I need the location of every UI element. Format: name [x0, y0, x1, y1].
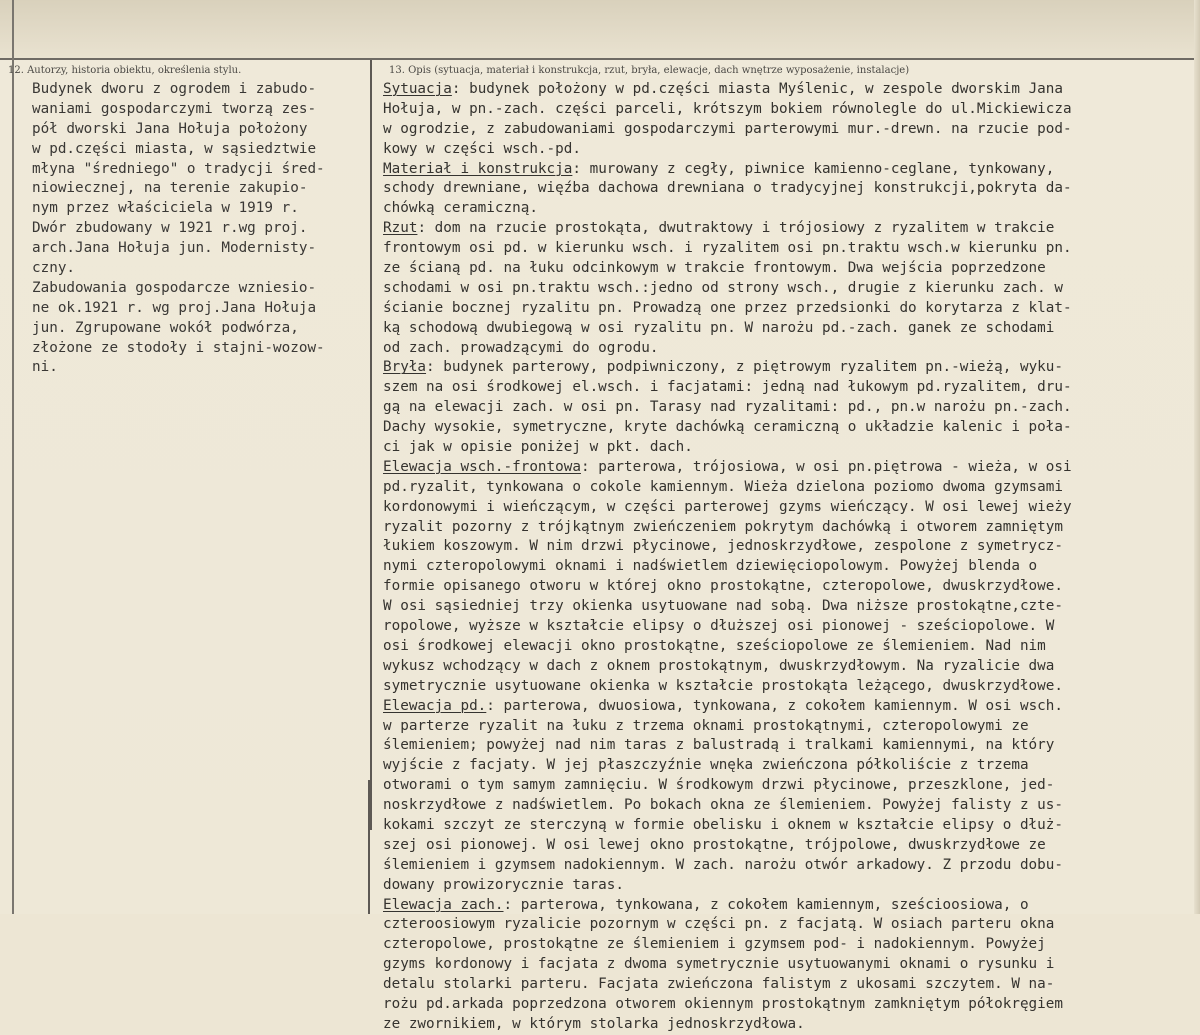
- section-13-text: [383, 80, 1195, 1035]
- line-text: osi środkowej elewacji okno prostokątne, sześciopolowe ze ślemieniem. Nad nim: [383, 637, 1046, 654]
- text-line: [383, 995, 1195, 1015]
- line-text: Dachy wysokie, symetryczne, kryte dachówką ceramiczną o układzie kalenic i poła-: [383, 419, 1072, 436]
- text-line: [383, 279, 1195, 299]
- line-text: szej osi pionowej. W osi lewej okno prostokątne, trójpolowe, dwuskrzydłowe ze: [383, 836, 1046, 853]
- text-line: [383, 935, 1195, 955]
- line-text: wyjście z facjaty. W jej płaszczyźnie wnęka zwieńczona półkoliście z trzema: [383, 757, 1029, 774]
- line-text: ryzalit pozorny z trójkątnym zwieńczeniem pokrytym dachówką i otworem zamniętym: [383, 518, 1063, 535]
- text-line: [383, 577, 1195, 597]
- line-text: ci jak w opisie poniżej w pkt. dach.: [383, 439, 693, 456]
- text-line: [383, 796, 1195, 816]
- line-text: schody drewniane, więźba dachowa drewniana o tradycyjnej konstrukcji,pokryta da-: [383, 180, 1072, 197]
- line-text: dowany prowizorycznie taras.: [383, 876, 625, 893]
- line-text: : parterowa, dwuosiowa, tynkowana, z cokołem kamiennym. W osi wsch.: [486, 697, 1063, 714]
- text-line: [383, 518, 1195, 538]
- line-text: ślemieniem; powyżej nad nim taras z balustradą i tralkami kamiennymi, na który: [383, 737, 1055, 754]
- line-text: otworami o tym samym zamnięciu. W środkowym drzwi płycinowe, przeszklone, jed-: [383, 777, 1055, 794]
- line-text: ścianie bocznej ryzalitu pn. Prowadzą one przez przedsionki do korytarza z klat-: [383, 299, 1072, 316]
- text-line: [383, 498, 1195, 518]
- text-line: [383, 378, 1195, 398]
- text-line: [383, 717, 1195, 737]
- text-line: [383, 955, 1195, 975]
- text-line: Zabudowania gospodarcze wzniesio-: [32, 279, 317, 296]
- text-line: [383, 975, 1195, 995]
- text-line: [383, 876, 1195, 896]
- line-text: ką schodową dwubiegową w osi ryzalitu pn. W narożu pd.-zach. ganek ze schodami: [383, 319, 1055, 336]
- text-line: arch.Jana Hołuja jun. Modernisty-: [32, 240, 317, 257]
- line-text: W osi sąsiedniej trzy okienka usytuowane nad sobą. Dwa niższe prostokątne,czte-: [383, 598, 1063, 615]
- line-text: Hołuja, w pn.-zach. części parceli, krótszym bokiem równolegle do ul.Mickiewicza: [383, 100, 1072, 117]
- line-text: czteropolowe, prostokątne ze ślemieniem i gzymsem pod- i nadokiennym. Powyżej: [383, 936, 1046, 953]
- line-text: w ogrodzie, z zabudowaniami gospodarczymi parterowymi mur.-drewn. na rzucie pod-: [383, 120, 1072, 137]
- text-line: ni.: [32, 359, 58, 376]
- line-text: : budynek parterowy, podpiwniczony, z piętrowym ryzalitem pn.-wieżą, wyku-: [426, 359, 1063, 376]
- line-text: noskrzydłowe z nadświetlem. Po bokach okna ze ślemieniem. Powyżej falisty z us-: [383, 797, 1063, 814]
- line-text: : murowany z cegły, piwnice kamienno-ceglane, tynkowany,: [572, 160, 1055, 177]
- text-line: [383, 677, 1195, 697]
- text-line: [383, 80, 1195, 100]
- text-line: [383, 199, 1195, 219]
- line-text: nymi czteropolowymi oknami i nadświetlem dziewięciopolowym. Powyżej blenda o: [383, 558, 1038, 575]
- line-text: gzyms kordonowy i facjata z dwoma symetrycznie usytuowanymi oknami o rysunku i: [383, 956, 1055, 973]
- text-line: [383, 836, 1195, 856]
- text-line: [383, 1015, 1195, 1035]
- text-line: [383, 776, 1195, 796]
- text-line: [383, 597, 1195, 617]
- line-text: kordonowymi i wieńczącym, w części parterowej gzyms wieńczący. W osi lewej wieży: [383, 498, 1072, 515]
- text-line: młyna "średniego" o tradycji śred-: [32, 160, 325, 177]
- subsection-heading: Rzut: [383, 220, 418, 237]
- text-line: ne ok.1921 r. wg proj.Jana Hołuja: [32, 299, 317, 316]
- text-line: waniami gospodarczymi tworzą zes-: [32, 100, 317, 117]
- text-line: [383, 537, 1195, 557]
- text-line: [383, 478, 1195, 498]
- text-line: [383, 557, 1195, 577]
- text-line: [383, 896, 1195, 916]
- subsection-heading: Elewacja zach.: [383, 896, 504, 913]
- form-left-rule: [12, 0, 14, 914]
- line-text: gą na elewacji zach. w osi pn. Tarasy nad ryzalitami: pd., pn.w narożu pn.-zach.: [383, 399, 1072, 416]
- line-text: czteroosiowym ryzalicie pozornym w części pn. z facjatą. W osiach parteru okna: [383, 916, 1055, 933]
- line-text: detalu stolarki parteru. Facjata zwieńczona falistym z ukosami szczytem. W na-: [383, 976, 1055, 993]
- form-top-rule: [0, 58, 1200, 60]
- top-margin-band: [0, 0, 1200, 58]
- text-line: [383, 458, 1195, 478]
- line-text: łukiem koszowym. W nim drzwi płycinowe, jednoskrzydłowe, zespolone z symetrycz-: [383, 538, 1063, 555]
- subsection-heading: Materiał i konstrukcja: [383, 160, 573, 177]
- text-line: [383, 438, 1195, 458]
- subsection-heading: Elewacja pd.: [383, 697, 487, 714]
- text-line: [383, 637, 1195, 657]
- text-line: [383, 259, 1195, 279]
- text-line: [383, 617, 1195, 637]
- text-line: [383, 756, 1195, 776]
- line-text: symetrycznie usytuowane okienka w kształcie prostokąta leżącego, dwuskrzydłowe.: [383, 677, 1063, 694]
- line-text: ślemieniem i gzymsem nadokiennym. W zach. narożu otwór arkadowy. Z przodu dobu-: [383, 856, 1063, 873]
- text-line: [383, 219, 1195, 239]
- line-text: ze ścianą pd. na łuku odcinkowym w trakcie frontowym. Dwa wejścia poprzedzone: [383, 260, 1046, 277]
- line-text: wykusz wchodzący w dach z oknem prostokątnym, dwuskrzydłowym. Na ryzalicie dwa: [383, 657, 1055, 674]
- line-text: pd.ryzalit, tynkowana o cokole kamiennym. Wieża dzielona poziomo dwoma gzymsami: [383, 478, 1063, 495]
- line-text: rożu pd.arkada poprzedzona otworem okiennym prostokątnym zamkniętym półokręgiem: [383, 995, 1063, 1012]
- text-line: złożone ze stodoły i stajni-wozow-: [32, 339, 325, 356]
- text-line: [383, 915, 1195, 935]
- text-line: [383, 179, 1195, 199]
- text-line: jun. Zgrupowane wokół podwórza,: [32, 319, 299, 336]
- section-12-header: 12. Autorzy, historia obiektu, określenia stylu.: [8, 65, 242, 76]
- line-text: w parterze ryzalit na łuku z trzema oknami prostokątnymi, czteropolowymi ze: [383, 717, 1029, 734]
- line-text: kokami szczyt ze sterczyną w formie obelisku i oknem w kształcie elipsy o dłuż-: [383, 816, 1063, 833]
- text-line: [383, 657, 1195, 677]
- line-text: : budynek położony w pd.części miasta Myślenic, w zespole dworskim Jana: [451, 81, 1064, 97]
- section-12-text: [32, 80, 368, 378]
- text-line: [383, 319, 1195, 339]
- line-text: chówką ceramiczną.: [383, 200, 538, 217]
- line-text: kowy w części wsch.-pd.: [383, 140, 581, 157]
- line-text: szem na osi środkowej el.wsch. i facjatami: jedną nad łukowym pd.ryzalitem, dru-: [383, 379, 1072, 396]
- text-line: nym przez właściciela w 1919 r.: [32, 200, 299, 217]
- subsection-heading: Bryła: [383, 359, 427, 376]
- text-line: [383, 697, 1195, 717]
- line-text: : parterowa, trójosiowa, w osi pn.piętrowa - wieża, w osi: [580, 458, 1072, 475]
- text-line: [383, 299, 1195, 319]
- line-text: ropolowe, wyższe w kształcie elipsy o dłuższej osi pionowej - sześciopolowe. W: [383, 618, 1055, 635]
- line-text: schodami w osi pn.traktu wsch.:jedno od strony wsch., drugie z kierunku zach. w: [383, 279, 1063, 296]
- text-line: w pd.części miasta, w sąsiedztwie: [32, 140, 317, 157]
- section-13-header: 13. Opis (sytuacja, materiał i konstrukcja, rzut, bryła, elewacje, dach wnętrze wyposażenie, instalacje): [389, 65, 910, 76]
- text-line: [383, 339, 1195, 359]
- text-line: czny.: [32, 260, 76, 277]
- text-line: [383, 140, 1195, 160]
- subsection-heading: Elewacja wsch.-frontowa: [383, 458, 581, 475]
- subsection-heading: Sytuacja: [383, 81, 452, 97]
- text-line: [383, 856, 1195, 876]
- line-text: ze zwornikiem, w którym stolarka jednoskrzydłowa.: [383, 1015, 805, 1032]
- text-line: [383, 418, 1195, 438]
- text-line: [383, 120, 1195, 140]
- line-text: : parterowa, tynkowana, z cokołem kamiennym, sześcioosiowa, o: [503, 896, 1029, 913]
- text-line: [383, 816, 1195, 836]
- text-line: [383, 398, 1195, 418]
- text-line: [383, 736, 1195, 756]
- line-text: formie opisanego otworu w której okno prostokątne, czteropolowe, dwuskrzydłowe.: [383, 578, 1063, 595]
- text-line: pół dworski Jana Hołuja położony: [32, 120, 308, 137]
- column-divider: [370, 60, 372, 830]
- text-line: niowiecznej, na terenie zakupio-: [32, 180, 308, 197]
- text-line: [383, 239, 1195, 259]
- line-text: od zach. prowadzącymi do ogrodu.: [383, 339, 659, 356]
- column-divider-lower: [368, 780, 370, 914]
- text-line: [383, 358, 1195, 378]
- text-line: [383, 160, 1195, 180]
- line-text: frontowym osi pd. w kierunku wsch. i ryzalitem osi pn.traktu wsch.w kierunku pn.: [383, 240, 1072, 257]
- line-text: : dom na rzucie prostokąta, dwutraktowy i trójosiowy z ryzalitem w trakcie: [417, 220, 1055, 237]
- text-line: Dwór zbudowany w 1921 r.wg proj.: [32, 220, 308, 237]
- text-line: Budynek dworu z ogrodem i zabudo-: [32, 81, 317, 97]
- text-line: [383, 100, 1195, 120]
